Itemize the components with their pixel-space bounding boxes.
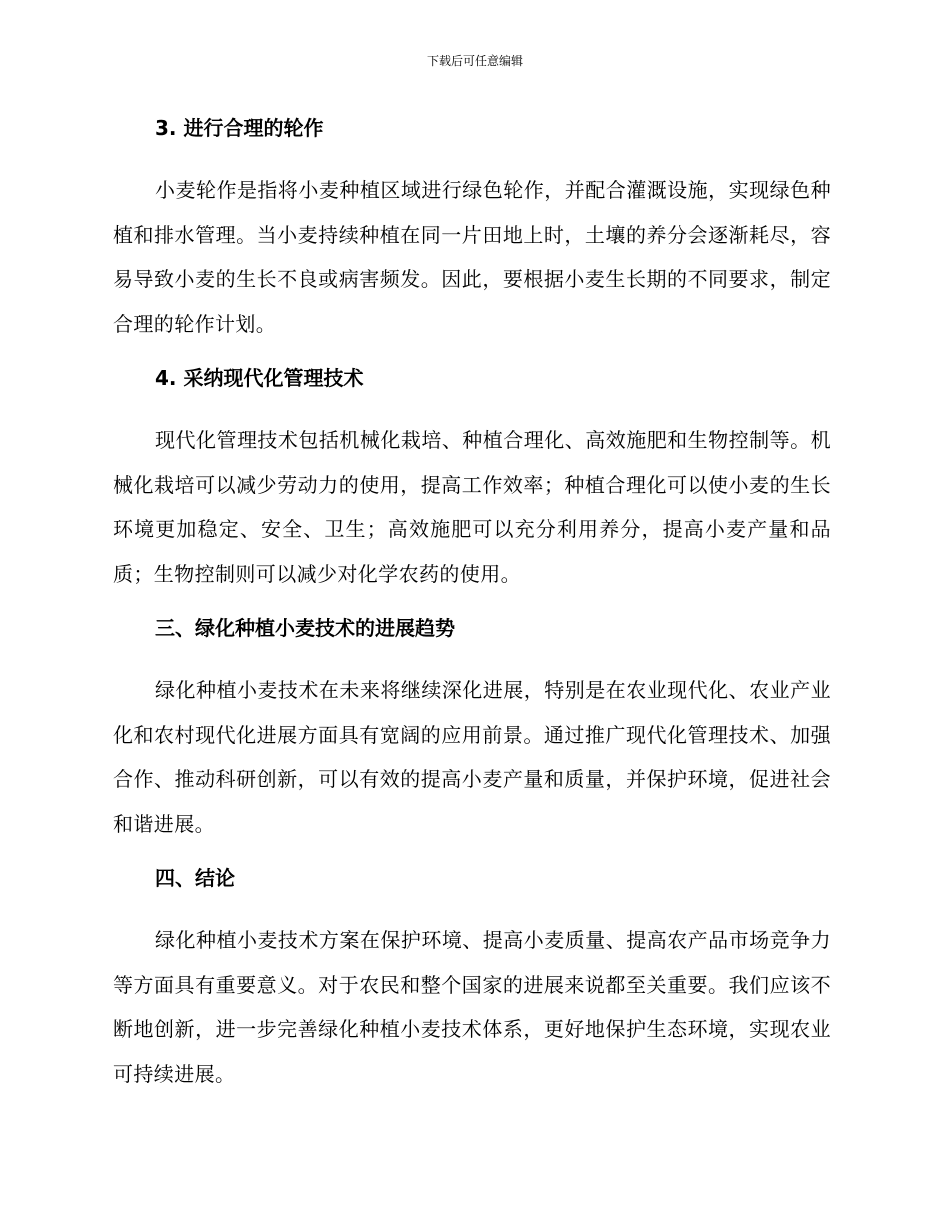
page-header: 下载后可任意编辑	[426, 54, 523, 68]
section-paragraph-modern-management: 现代化管理技术包括机械化栽培、种植合理化、高效施肥和生物控制等。机械化栽培可以减少劳动力的使用，提高工作效率；种植合理化可以使小麦的生长环境更加稳定、安全、卫生；高效施肥可以充分利用养分，提高小麦产量和品质；生物控制则可以减少对化学农药的使用。	[113, 428, 831, 586]
section-heading-modern-management: 4. 采纳现代化管理技术	[155, 366, 364, 390]
section-paragraph-crop-rotation: 小麦轮作是指将小麦种植区域进行绿色轮作，并配合灌溉设施，实现绿色种植和排水管理。当小麦持续种植在同一片田地上时，土壤的养分会逐渐耗尽，容易导致小麦的生长不良或病害频发。因此，要根据小麦生长期的不同要求，制定合理的轮作计划。	[113, 178, 831, 336]
section-paragraph-conclusion: 绿化种植小麦技术方案在保护环境、提高小麦质量、提高农产品市场竞争力等方面具有重要意义。对于农民和整个国家的进展来说都至关重要。我们应该不断地创新，进一步完善绿化种植小麦技术体系，更好地保护生态环境，实现农业可持续进展。	[113, 928, 831, 1086]
section-heading-conclusion: 四、结论	[155, 866, 235, 890]
section-heading-crop-rotation: 3. 进行合理的轮作	[155, 116, 324, 140]
document-body	[113, 113, 831, 1113]
section-heading-development-trend: 三、绿化种植小麦技术的进展趋势	[155, 616, 455, 640]
section-paragraph-development-trend: 绿化种植小麦技术在未来将继续深化进展，特别是在农业现代化、农业产业化和农村现代化进展方面具有宽阔的应用前景。通过推广现代化管理技术、加强合作、推动科研创新，可以有效的提高小麦产量和质量，并保护环境，促进社会和谐进展。	[113, 678, 831, 836]
